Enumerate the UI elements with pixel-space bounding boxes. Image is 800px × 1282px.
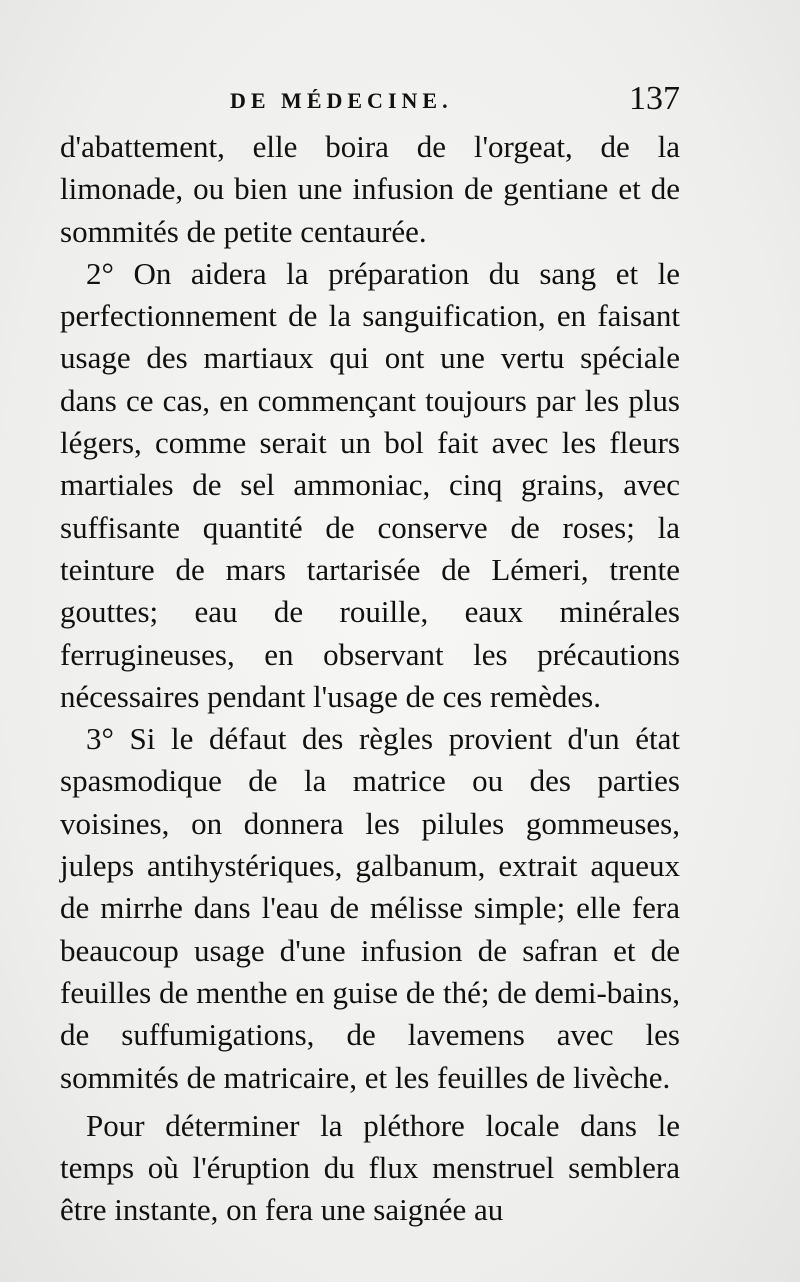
body-text xyxy=(60,126,680,1232)
paragraph-continuation: d'abattement, elle boira de l'orgeat, de la limonade, ou bien une infusion de gentiane et de sommités de petite centaurée. xyxy=(60,129,680,249)
page-header xyxy=(60,80,680,120)
paragraph-closing: Pour déterminer la pléthore locale dans le temps où l'éruption du flux menstruel semblera être instante, on fera une saignée au xyxy=(60,1107,680,1228)
running-head: DE MÉDECINE. xyxy=(230,88,453,113)
page-number: 137 xyxy=(629,80,680,117)
paragraph-item-3: 3° Si le défaut des règles provient d'un état spasmodique de la matrice ou des parties voisines, on donnera les pilules gommeuses, juleps antihystériques, galbanum, extrait aqueux de mirrhe dans l'eau de mélisse simple; elle fera beaucoup usage d'une infusion de safran et de feuilles de menthe en guise de thé; de demi-bains, de suffumigations, de lavemens avec les sommités de matricaire, et les feuilles de livèche. xyxy=(60,721,680,1095)
paragraph-item-2: 2° On aidera la préparation du sang et le perfectionnement de la sanguification, en faisant usage des martiaux qui ont une vertu spéciale dans ce cas, en commençant toujours par les plus légers, comme serait un bol fait avec les fleurs martiales de sel ammoniac, cinq grains, avec suffisante quantité de conserve de roses; la teinture de mars tartarisée de Lémeri, trente gouttes; eau de rouille, eaux minérales ferrugineuses, en observant les précautions nécessaires pendant l'usage de ces remèdes. xyxy=(60,255,680,714)
